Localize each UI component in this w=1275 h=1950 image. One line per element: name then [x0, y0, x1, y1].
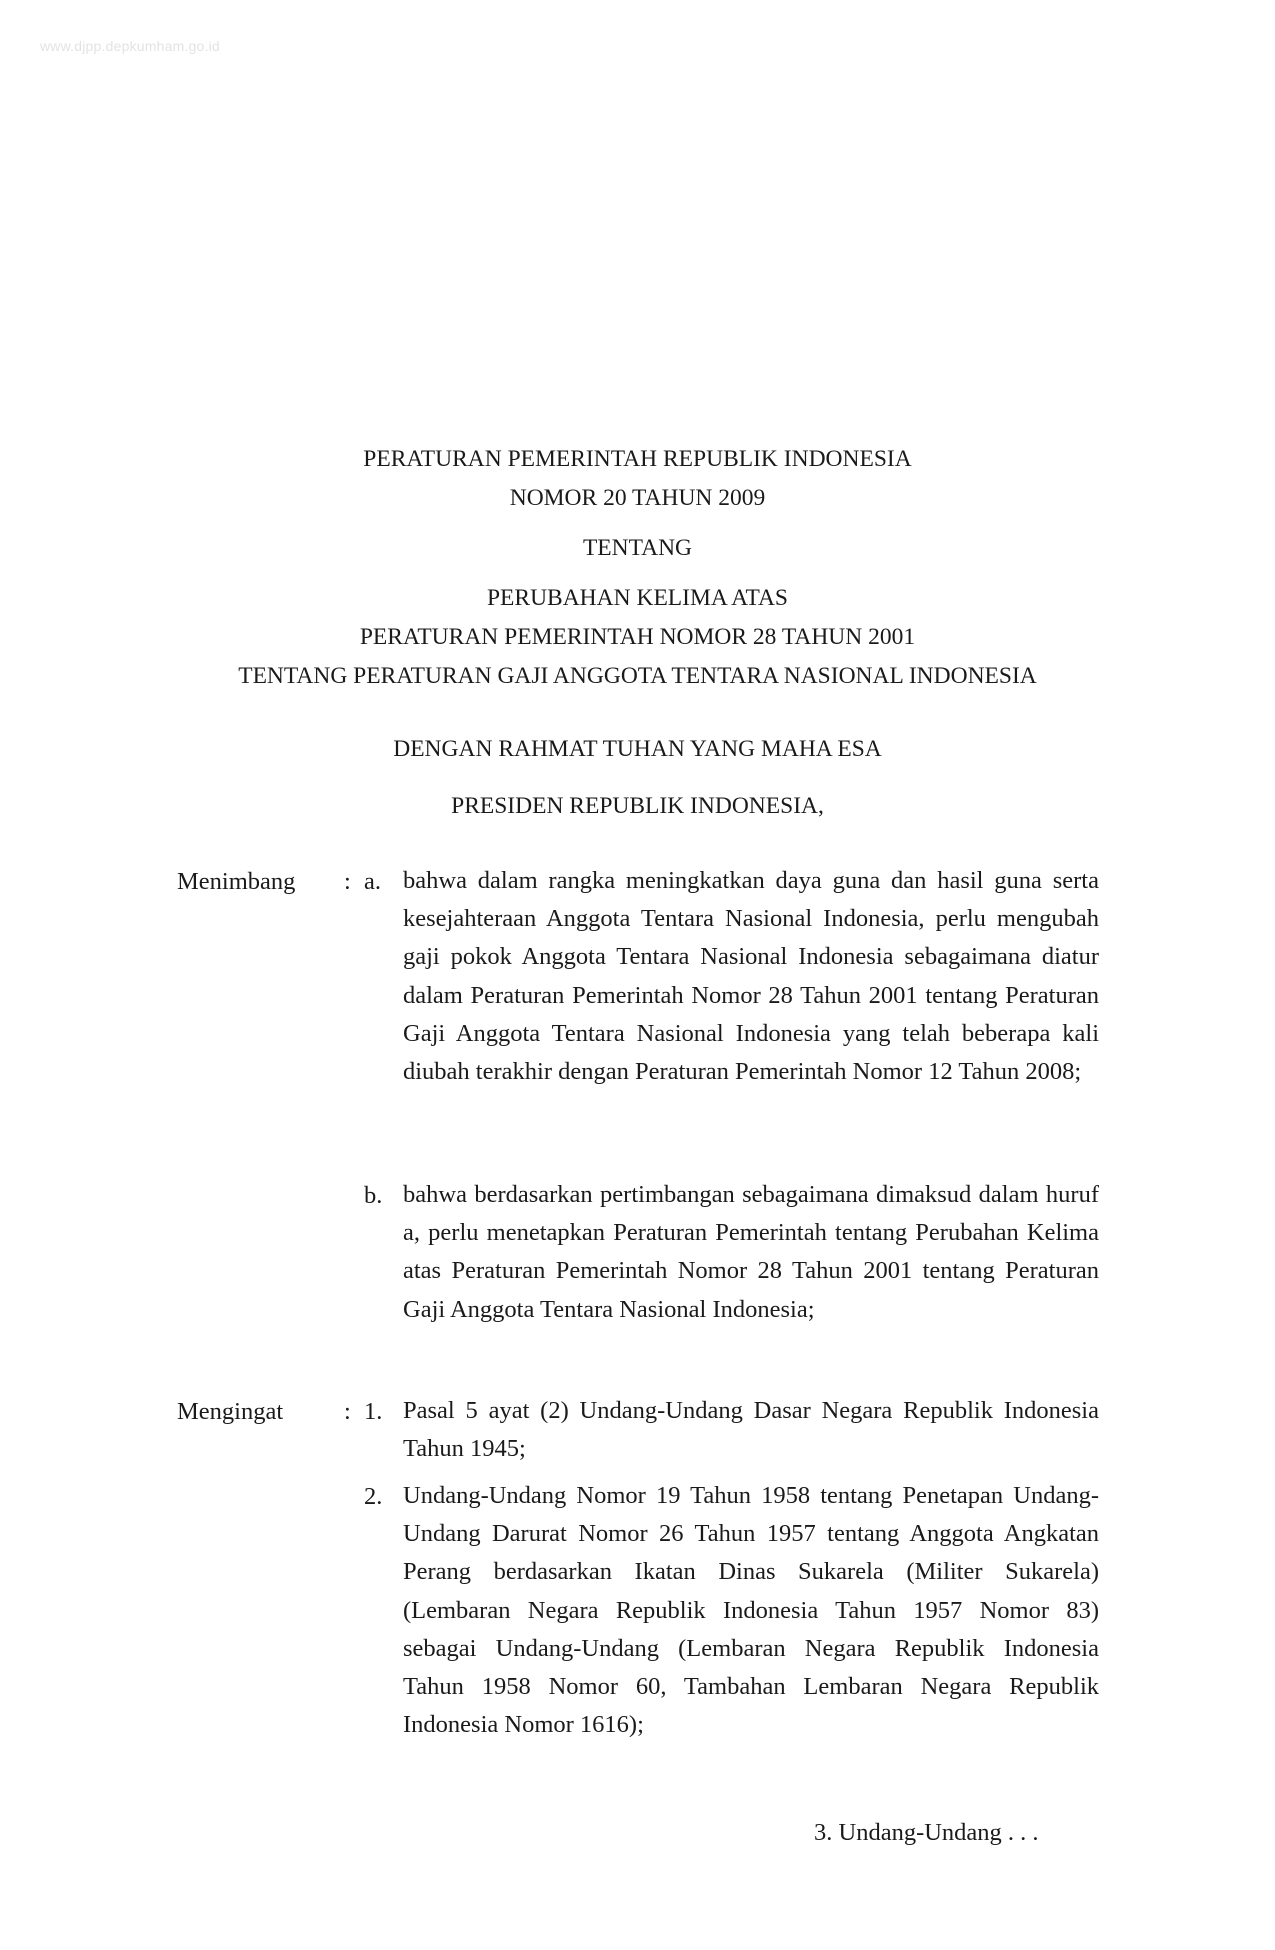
menimbang-item-b-marker: b.	[364, 1182, 383, 1209]
mengingat-item-2-marker: 2.	[364, 1483, 383, 1510]
subject-line1: PERUBAHAN KELIMA ATAS	[486, 585, 789, 611]
rahmat-line: DENGAN RAHMAT TUHAN YANG MAHA ESA	[393, 736, 882, 762]
regulation-title-line1: PERATURAN PEMERINTAH REPUBLIK INDONESIA	[363, 446, 912, 472]
watermark-url: www.djpp.depkumham.go.id	[40, 38, 220, 54]
mengingat-item-1-marker: 1.	[364, 1398, 383, 1425]
mengingat-item-2-text: Undang-Undang Nomor 19 Tahun 1958 tentang Penetapan Undang-Undang Darurat Nomor 26 Tahun 1957 tentang Anggota Angkatan Perang berdasarkan Ikatan Dinas Sukarela (Militer Sukarela) (Lembaran Negara Republik Indonesia Tahun 1957 Nomor 83) sebagai Undang-Undang (Lembaran Negara Republik Indonesia Tahun 1958 Nomor 60, Tambahan Lembaran Negara Republik Indonesia Nomor 1616);	[403, 1482, 1099, 1739]
regulation-number: NOMOR 20 TAHUN 2009	[509, 485, 766, 511]
tentang-heading: TENTANG	[582, 535, 693, 561]
presiden-line: PRESIDEN REPUBLIK INDONESIA,	[451, 793, 824, 819]
subject-line3: TENTANG PERATURAN GAJI ANGGOTA TENTARA NASIONAL INDONESIA	[238, 663, 1037, 689]
menimbang-colon: :	[344, 868, 351, 895]
mengingat-item-1-text: Pasal 5 ayat (2) Undang-Undang Dasar Negara Republik Indonesia Tahun 1945;	[403, 1397, 1099, 1463]
menimbang-item-b-text: bahwa berdasarkan pertimbangan sebagaimana dimaksud dalam huruf a, perlu menetapkan Peraturan Pemerintah tentang Perubahan Kelima atas Peraturan Pemerintah Nomor 28 Tahun 2001 tentang Peraturan Gaji Anggota Tentara Nasional Indonesia;	[403, 1181, 1099, 1323]
page-continuation: 3. Undang-Undang . . .	[814, 1819, 1039, 1846]
mengingat-label: Mengingat	[177, 1398, 284, 1425]
mengingat-colon: :	[344, 1398, 351, 1425]
menimbang-label: Menimbang	[177, 868, 296, 895]
subject-line2: PERATURAN PEMERINTAH NOMOR 28 TAHUN 2001	[359, 624, 916, 650]
menimbang-item-a-marker: a.	[364, 868, 381, 895]
menimbang-item-a-text: bahwa dalam rangka meningkatkan daya guna dan hasil guna serta kesejahteraan Anggota Tentara Nasional Indonesia, perlu mengubah gaji pokok Anggota Tentara Nasional Indonesia sebagaimana diatur dalam Peraturan Pemerintah Nomor 28 Tahun 2001 tentang Peraturan Gaji Anggota Tentara Nasional Indonesia yang telah beberapa kali diubah terakhir dengan Peraturan Pemerintah Nomor 12 Tahun 2008;	[403, 867, 1099, 1086]
